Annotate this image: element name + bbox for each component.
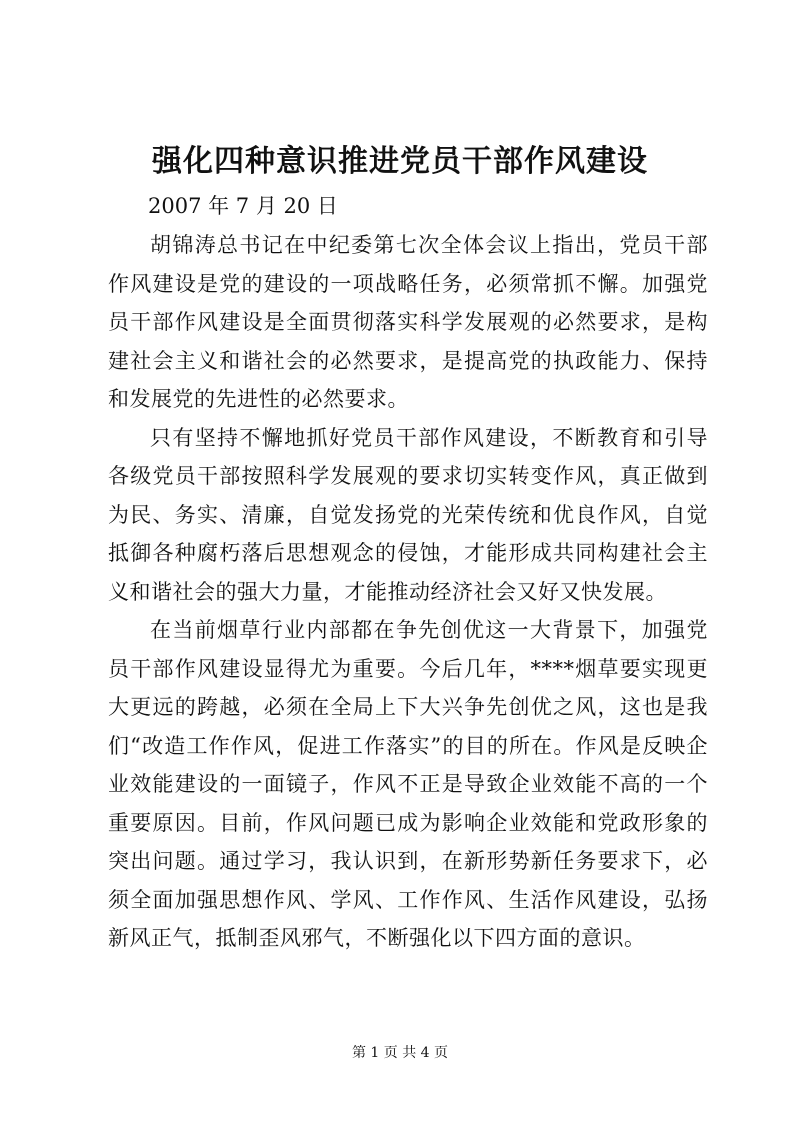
document-body	[108, 226, 708, 958]
paragraph-3: 在当前烟草行业内部都在争先创优这一大背景下，加强党员干部作风建设显得尤为重要。今后几年，****烟草要实现更大更远的跨越，必须在全局上下大兴争先创优之风，这也是我们“改造工作作风，促进工作落实”的目的所在。作风是反映企业效能建设的一面镜子，作风不正是导致企业效能不高的一个重要原因。目前，作风问题已成为影响企业效能和党政形象的突出问题。通过学习，我认识到，在新形势新任务要求下，必须全面加强思想作风、学风、工作作风、生活作风建设，弘扬新风正气，抵制歪风邪气，不断强化以下四方面的意识。	[108, 618, 708, 950]
document-title: 强化四种意识推进党员干部作风建设	[152, 144, 648, 179]
page-footer: 第 1 页 共 4 页	[351, 1045, 449, 1061]
paragraph-2: 只有坚持不懈地抓好党员干部作风建设，不断教育和引导各级党员干部按照科学发展观的要求切实转变作风，真正做到为民、务实、清廉，自觉发扬党的光荣传统和优良作风，自觉抵御各种腐朽落后思想观念的侵蚀，才能形成共同构建社会主义和谐社会的强大力量，才能推动经济社会又好又快发展。	[108, 425, 708, 604]
paragraph-1: 胡锦涛总书记在中纪委第七次全体会议上指出，党员干部作风建设是党的建设的一项战略任务，必须常抓不懈。加强党员干部作风建设是全面贯彻落实科学发展观的必然要求，是构建社会主义和谐社会的必然要求，是提高党的执政能力、保持和发展党的先进性的必然要求。	[108, 233, 708, 411]
document-date: 2007 年 7 月 20 日	[148, 194, 338, 218]
